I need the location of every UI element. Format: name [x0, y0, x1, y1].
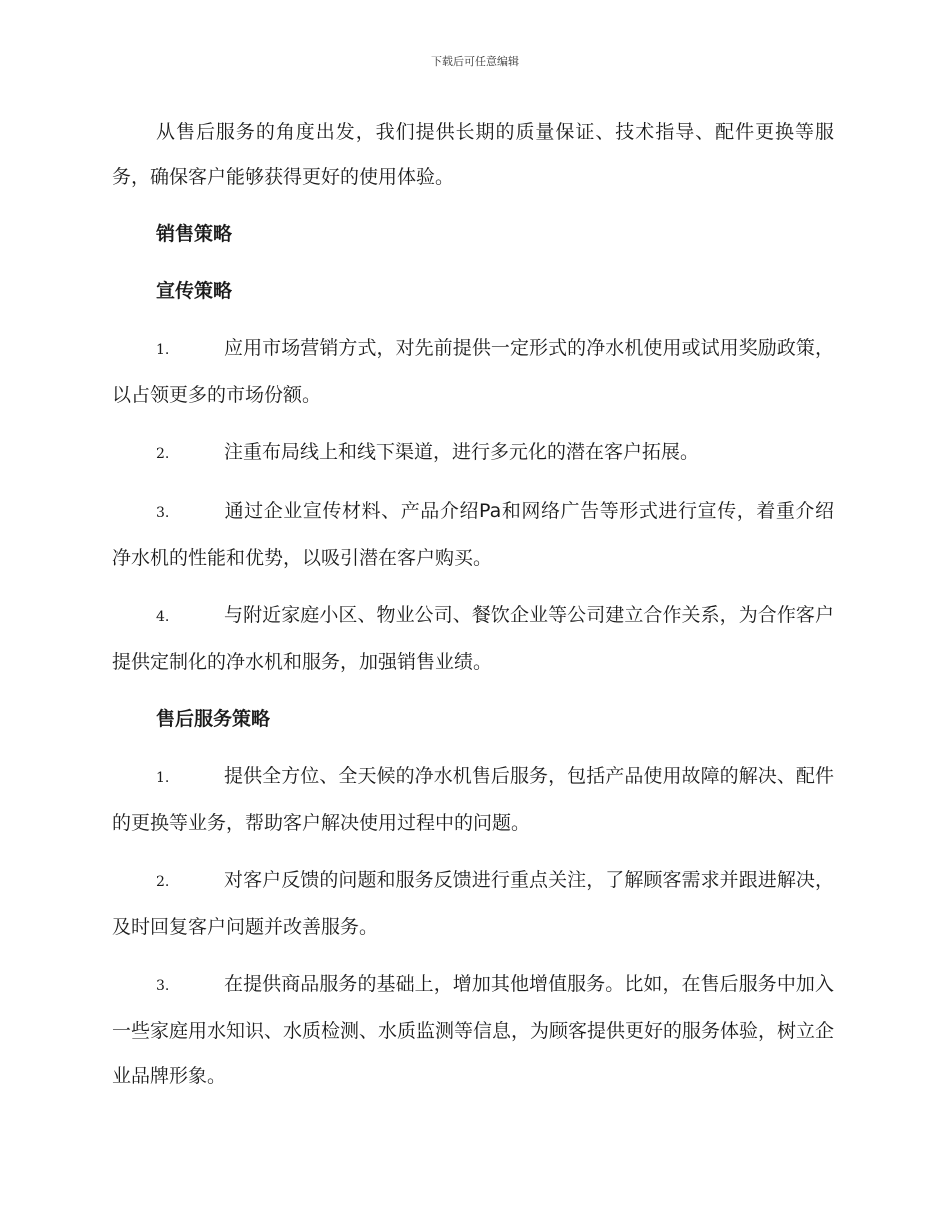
list-text: 对客户反馈的问题和服务反馈进行重点关注，了解顾客需求并跟进解决，及时回复客户问题并改善服务。 [112, 869, 834, 938]
list-item [112, 754, 834, 846]
list-item [112, 962, 834, 1099]
list-text: 提供全方位、全天候的净水机售后服务，包括产品使用故障的解决、配件的更换等业务，帮助客户解决使用过程中的问题。 [112, 765, 834, 834]
list-text: 在提供商品服务的基础上，增加其他增值服务。比如，在售后服务中加入一些家庭用水知识、水质检测、水质监测等信息，为顾客提供更好的服务体验，树立企业品牌形象。 [112, 973, 835, 1087]
aftersales-strategy-heading: 售后服务策略 [156, 708, 271, 730]
document-body [112, 110, 834, 1111]
list-item [112, 489, 834, 581]
list-text: 与附近家庭小区、物业公司、餐饮企业等公司建立合作关系，为合作客户提供定制化的净水机和服务，加强销售业绩。 [112, 604, 834, 673]
list-text: 应用市场营销方式，对先前提供一定形式的净水机使用或试用奖励政策，以占领更多的市场份额。 [112, 337, 834, 406]
list-text: 注重布局线上和线下渠道，进行多元化的潜在客户拓展。 [224, 441, 700, 463]
list-number: 2. [156, 874, 170, 890]
list-item [112, 430, 834, 477]
list-item [112, 593, 834, 685]
list-number: 1. [156, 342, 170, 358]
list-text: 通过企业宣传材料、产品介绍Pa和网络广告等形式进行宣传，着重介绍净水机的性能和优势，以吸引潜在客户购买。 [112, 500, 834, 569]
promotion-strategy-heading: 宣传策略 [156, 280, 233, 302]
list-number: 3. [156, 505, 170, 521]
list-number: 3. [156, 978, 170, 994]
list-number: 2. [156, 446, 170, 462]
page-header: 下载后可任意编辑 [431, 55, 519, 68]
list-item [112, 858, 834, 950]
list-number: 1. [156, 770, 170, 786]
intro-paragraph: 从售后服务的角度出发，我们提供长期的质量保证、技术指导、配件更换等服务，确保客户能够获得更好的使用体验。 [112, 121, 834, 188]
sales-strategy-heading: 销售策略 [156, 223, 233, 245]
list-number: 4. [156, 609, 170, 625]
list-item [112, 326, 834, 418]
